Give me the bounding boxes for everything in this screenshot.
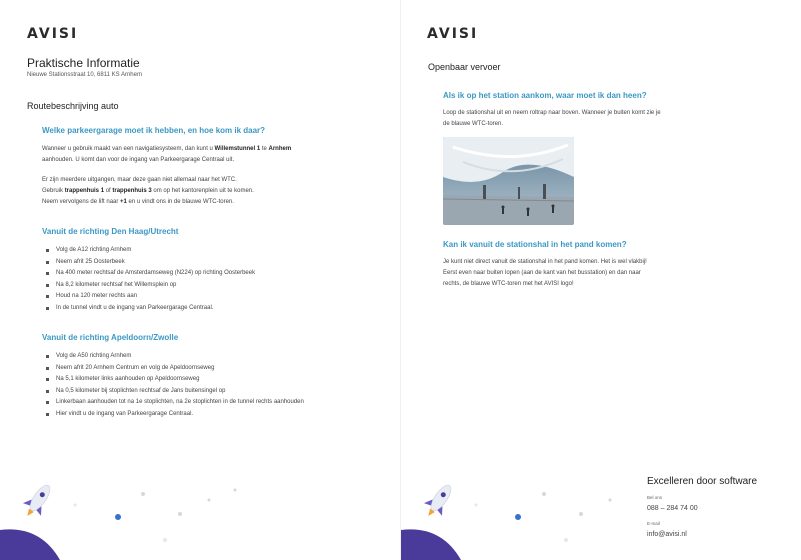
- station-arrival-paragraph: [443, 108, 783, 130]
- heading-route-apeldoorn: Vanuit de richting Apeldoorn/Zwolle: [42, 333, 179, 342]
- space-decoration: [0, 470, 260, 560]
- address: Nieuwe Stationsstraat 10, 6811 KS Arnhem: [27, 72, 142, 78]
- avisi-logo: AVISI: [427, 26, 479, 42]
- parking-paragraph-2: [42, 175, 382, 208]
- text: Loop de stationshal uit en neem roltrap naar boven. Wanneer je buiten komt zie je: [443, 110, 661, 116]
- section-title-public-transport: Openbaar vervoer: [428, 62, 501, 72]
- text: rechts, de blauwe WTC-toren met het AVISI logo!: [443, 281, 574, 287]
- planet-shape: [401, 529, 461, 560]
- text: Eerst even naar buiten lopen (aan de kant van het busstation) en dan naar: [443, 270, 641, 276]
- phone-number: 088 – 284 74 00: [647, 505, 698, 512]
- text: om op het kantorenplein uit te komen.: [151, 188, 254, 194]
- section-title-car: Routebeschrijving auto: [27, 101, 119, 111]
- star-dot: [564, 538, 568, 542]
- station-hall-photo: [443, 137, 574, 225]
- planet-dot: [115, 514, 121, 520]
- star-dot: [208, 499, 211, 502]
- star-dot: [542, 492, 546, 496]
- list-item: Na 0,5 kilometer bij stoplichten rechtsaf de Jans buitensingel op: [42, 386, 392, 398]
- text: Wanneer u gebruik maakt van een navigatiesysteem, dan kunt u: [42, 146, 215, 152]
- list-item: Na 8,2 kilometer rechtsaf het Willemsplein op: [42, 280, 387, 292]
- text: en u vindt ons in de blauwe WTC-toren.: [126, 199, 234, 205]
- list-item: Neem afrit 25 Oosterbeek: [42, 257, 387, 269]
- bold-text: trappenhuis 1: [64, 188, 105, 194]
- list-item: Volg de A50 richting Arnhem: [42, 351, 392, 363]
- bold-text: trappenhuis 3: [112, 188, 152, 194]
- rocket-icon: [419, 479, 458, 522]
- page-title: Praktische Informatie: [27, 56, 140, 70]
- star-dot: [74, 504, 77, 507]
- list-item: In de tunnel vindt u de ingang van Parkeergarage Centraal.: [42, 303, 387, 315]
- avisi-logo: AVISI: [27, 26, 79, 42]
- heading-station-access: Kan ik vanuit de stationshal in het pand komen?: [443, 240, 627, 249]
- list-item: Linkerbaan aanhouden tot na 1e stoplichten, na 2e stoplichten in de tunnel rechts aanhouden: [42, 397, 392, 409]
- list-item: Hier vindt u de ingang van Parkeergarage Centraal.: [42, 409, 392, 421]
- star-dot: [141, 492, 145, 496]
- route-list-apeldoorn: [42, 351, 392, 420]
- star-dot: [178, 512, 182, 516]
- text: Je kunt niet direct vanuit de stationshal in het pand komen. Het is wel vlakbij!: [443, 259, 647, 265]
- email-label: E-mail: [647, 521, 660, 526]
- route-list-den-haag: [42, 245, 387, 314]
- bold-text: Willemstunnel 1: [214, 146, 261, 152]
- space-decoration: [401, 470, 661, 560]
- text: aanhouden. U komt dan voor de ingang van Parkeergarage Centraal uit.: [42, 157, 235, 163]
- list-item: Volg de A12 richting Arnhem: [42, 245, 387, 257]
- text: Neem vervolgens de lift naar: [42, 199, 121, 205]
- heading-station-arrival: Als ik op het station aankom, waar moet ik dan heen?: [443, 91, 647, 100]
- list-item: Na 5,1 kilometer links aanhouden op Apeldoornseweg: [42, 374, 392, 386]
- rocket-icon: [18, 479, 57, 522]
- star-dot: [475, 504, 478, 507]
- list-item: Neem afrit 20 Arnhem Centrum en volg de Apeldoornseweg: [42, 363, 392, 375]
- email-link[interactable]: info@avisi.nl: [647, 531, 687, 538]
- planet-dot: [515, 514, 521, 520]
- star-dot: [579, 512, 583, 516]
- star-dot: [609, 499, 612, 502]
- parking-paragraph-1: [42, 144, 382, 166]
- star-dot: [234, 489, 237, 492]
- right-page: [401, 0, 801, 560]
- station-access-paragraph: [443, 257, 783, 290]
- text: Gebruik: [42, 188, 65, 194]
- phone-label: Bel ons: [647, 495, 663, 500]
- list-item: Na 400 meter rechtsaf de Amsterdamseweg (N224) op richting Oosterbeek: [42, 268, 387, 280]
- bold-text: +1: [120, 199, 127, 205]
- bold-text: Arnhem: [268, 146, 292, 152]
- text: Er zijn meerdere uitgangen, maar deze gaan niet allemaal naar het WTC.: [42, 177, 237, 183]
- text: de blauwe WTC-toren.: [443, 121, 504, 127]
- heading-route-den-haag: Vanuit de richting Den Haag/Utrecht: [42, 227, 179, 236]
- star-dot: [163, 538, 167, 542]
- text: te: [260, 146, 269, 152]
- station-photo-illustration: [443, 137, 574, 225]
- left-page: [0, 0, 400, 560]
- planet-shape: [0, 529, 60, 560]
- text: of: [104, 188, 113, 194]
- list-item: Houd na 120 meter rechts aan: [42, 291, 387, 303]
- footer-title: Excelleren door software: [647, 476, 758, 487]
- heading-parking: Welke parkeergarage moet ik hebben, en hoe kom ik daar?: [42, 126, 266, 135]
